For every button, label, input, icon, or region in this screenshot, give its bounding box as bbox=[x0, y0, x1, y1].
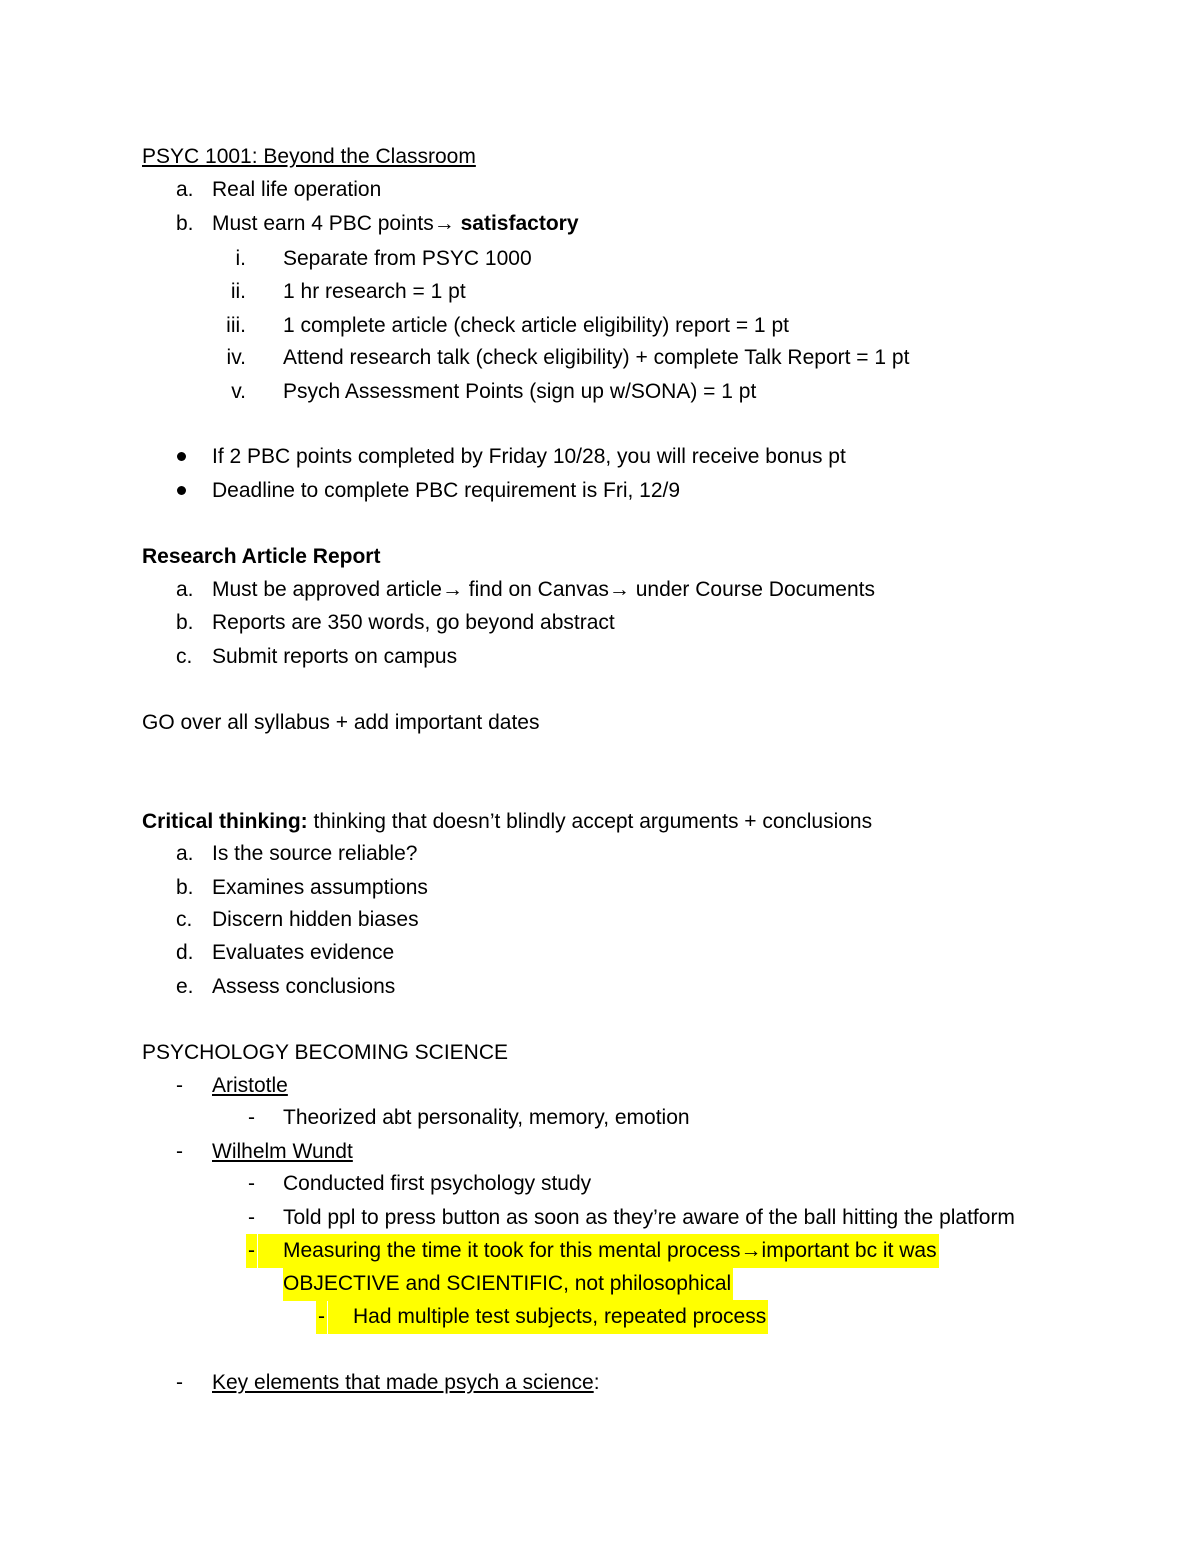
highlighted-subnote: - Had multiple test subjects, repeated process bbox=[0, 1300, 1200, 1334]
list-item: a. Is the source reliable? bbox=[176, 842, 418, 865]
highlighted-note: - Measuring the time it took for this mental process→important bc it was bbox=[0, 1234, 1200, 1268]
syllabus-note: GO over all syllabus + add important dates bbox=[142, 711, 540, 734]
dash-item-key-elements: - Key elements that made psych a science: bbox=[176, 1371, 600, 1394]
list-item: a. Must be approved article→ find on Canvas→ under Course Documents bbox=[176, 578, 875, 601]
highlighted-note-continued: OBJECTIVE and SCIENTIFIC, not philosophical bbox=[0, 1267, 1200, 1301]
section-title-research-article: Research Article Report bbox=[142, 545, 381, 568]
sub-list-item: ii. 1 hr research = 1 pt bbox=[230, 280, 466, 303]
list-item: a. Real life operation bbox=[176, 178, 382, 201]
section-title-psychology-science: PSYCHOLOGY BECOMING SCIENCE bbox=[142, 1041, 509, 1064]
bullet-dot-icon bbox=[177, 452, 186, 461]
list-item: c. Submit reports on campus bbox=[176, 645, 458, 668]
bullet-item: Deadline to complete PBC requirement is Fri, 12/9 bbox=[0, 474, 1200, 508]
sub-list-item: i. Separate from PSYC 1000 bbox=[235, 247, 532, 270]
critical-thinking-definition: Critical thinking: thinking that doesn’t blindly accept arguments + conclusions bbox=[142, 810, 873, 833]
sub-list-item: v. Psych Assessment Points (sign up w/SONA) = 1 pt bbox=[231, 380, 757, 403]
dash-item-aristotle: - Aristotle bbox=[176, 1074, 288, 1097]
list-item: b. Reports are 350 words, go beyond abstract bbox=[176, 611, 615, 634]
list-item: b. Examines assumptions bbox=[176, 876, 428, 899]
list-item: e. Assess conclusions bbox=[176, 975, 396, 998]
dash-subitem: - Conducted first psychology study bbox=[248, 1172, 592, 1195]
list-item: d. Evaluates evidence bbox=[176, 941, 395, 964]
list-item: b. Must earn 4 PBC points→ satisfactory bbox=[176, 212, 579, 235]
bullet-item: If 2 PBC points completed by Friday 10/28, you will receive bonus pt bbox=[0, 440, 1200, 474]
dash-subitem: - Told ppl to press button as soon as they’re aware of the ball hitting the platform bbox=[248, 1206, 1015, 1229]
dash-item-wundt: - Wilhelm Wundt bbox=[176, 1140, 353, 1163]
list-item: c. Discern hidden biases bbox=[176, 908, 419, 931]
section-title-psyc1001: PSYC 1001: Beyond the Classroom bbox=[142, 145, 476, 168]
dash-subitem: - Theorized abt personality, memory, emotion bbox=[248, 1106, 690, 1129]
sub-list-item: iv. Attend research talk (check eligibility) + complete Talk Report = 1 pt bbox=[226, 346, 910, 369]
sub-list-item: iii. 1 complete article (check article eligibility) report = 1 pt bbox=[226, 314, 789, 337]
bullet-dot-icon bbox=[177, 486, 186, 495]
